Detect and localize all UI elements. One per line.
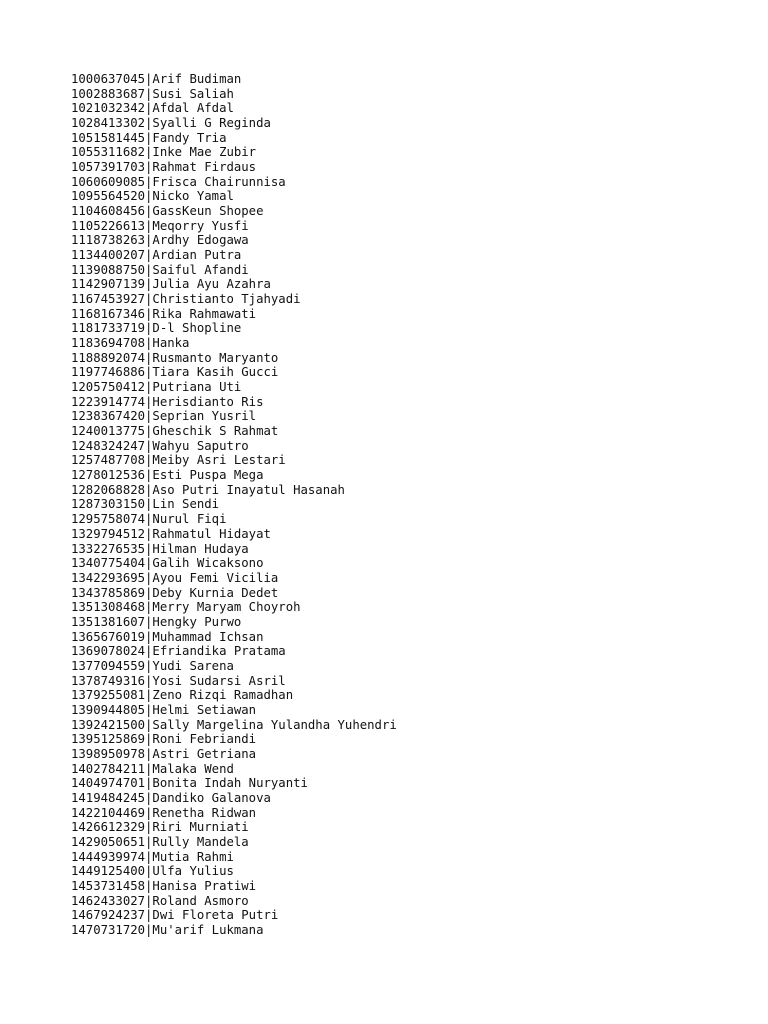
text-line: 1205750412|Putriana Uti bbox=[71, 380, 242, 395]
text-line: 1051581445|Fandy Tria bbox=[71, 130, 227, 145]
text-line: 1379255081|Zeno Rizqi Ramadhan bbox=[71, 688, 294, 703]
text-line: 1419484245|Dandiko Galanova bbox=[71, 790, 271, 805]
text-line: 1002883687|Susi Saliah bbox=[71, 86, 234, 101]
text-line: 1377094559|Yudi Sarena bbox=[71, 658, 234, 673]
text-line: 1395125869|Roni Febriandi bbox=[71, 732, 257, 747]
text-line: 1444939974|Mutia Rahmi bbox=[71, 849, 234, 864]
text-line: 1238367420|Seprian Yusril bbox=[71, 409, 257, 424]
text-line: 1351308468|Merry Maryam Choyroh bbox=[71, 600, 301, 615]
text-line: 1332276535|Hilman Hudaya bbox=[71, 541, 249, 556]
text-line: 1104608456|GassKeun Shopee bbox=[71, 204, 264, 219]
text-line: 1402784211|Malaka Wend bbox=[71, 761, 234, 776]
text-line: 1365676019|Muhammad Ichsan bbox=[71, 629, 264, 644]
text-line: 1295758074|Nurul Fiqi bbox=[71, 512, 227, 527]
text-line: 1240013775|Gheschik S Rahmat bbox=[71, 424, 279, 439]
text-line: 1343785869|Deby Kurnia Dedet bbox=[71, 585, 279, 600]
text-line: 1188892074|Rusmanto Maryanto bbox=[71, 350, 279, 365]
text-line: 1142907139|Julia Ayu Azahra bbox=[71, 277, 271, 292]
text-line: 1118738263|Ardhy Edogawa bbox=[71, 233, 249, 248]
text-line: 1429050651|Rully Mandela bbox=[71, 834, 249, 849]
text-line: 1167453927|Christianto Tjahyadi bbox=[71, 292, 301, 307]
text-line: 1462433027|Roland Asmoro bbox=[71, 893, 249, 908]
text-line: 1223914774|Herisdianto Ris bbox=[71, 394, 264, 409]
text-line: 1329794512|Rahmatul Hidayat bbox=[71, 526, 271, 541]
text-line: 1278012536|Esti Puspa Mega bbox=[71, 468, 264, 483]
text-line: 1398950978|Astri Getriana bbox=[71, 746, 257, 761]
text-line: 1183694708|Hanka bbox=[71, 336, 190, 351]
text-line: 1139088750|Saiful Afandi bbox=[71, 262, 249, 277]
text-line: 1057391703|Rahmat Firdaus bbox=[71, 160, 257, 175]
text-line: 1470731720|Mu'arif Lukmana bbox=[71, 922, 264, 937]
text-line: 1390944805|Helmi Setiawan bbox=[71, 702, 257, 717]
text-line: 1055311682|Inke Mae Zubir bbox=[71, 145, 257, 160]
text-line: 1181733719|D-l Shopline bbox=[71, 321, 242, 336]
text-line: 1453731458|Hanisa Pratiwi bbox=[71, 878, 257, 893]
text-line: 1105226613|Meqorry Yusfi bbox=[71, 218, 249, 233]
text-line: 1287303150|Lin Sendi bbox=[71, 497, 220, 512]
text-line: 1449125400|Ulfa Yulius bbox=[71, 864, 234, 879]
text-line: 1000637045|Arif Budiman bbox=[71, 72, 242, 86]
text-line: 1392421500|Sally Margelina Yulandha Yuhendri bbox=[71, 717, 397, 732]
text-line: 1021032342|Afdal Afdal bbox=[71, 101, 234, 116]
document-page bbox=[71, 72, 397, 938]
text-line: 1095564520|Nicko Yamal bbox=[71, 189, 234, 204]
text-line: 1422104469|Renetha Ridwan bbox=[71, 805, 257, 820]
text-line: 1060609085|Frisca Chairunnisa bbox=[71, 174, 286, 189]
text-line: 1282068828|Aso Putri Inayatul Hasanah bbox=[71, 482, 345, 497]
text-line: 1404974701|Bonita Indah Nuryanti bbox=[71, 776, 308, 791]
text-line: 1378749316|Yosi Sudarsi Asril bbox=[71, 673, 286, 688]
text-line: 1248324247|Wahyu Saputro bbox=[71, 438, 249, 453]
text-line: 1351381607|Hengky Purwo bbox=[71, 614, 242, 629]
text-line: 1168167346|Rika Rahmawati bbox=[71, 306, 257, 321]
text-line: 1257487708|Meiby Asri Lestari bbox=[71, 453, 286, 468]
text-line: 1467924237|Dwi Floreta Putri bbox=[71, 908, 279, 923]
text-line: 1197746886|Tiara Kasih Gucci bbox=[71, 365, 279, 380]
text-line: 1028413302|Syalli G Reginda bbox=[71, 116, 271, 131]
text-line: 1369078024|Efriandika Pratama bbox=[71, 644, 286, 659]
text-line: 1426612329|Riri Murniati bbox=[71, 820, 249, 835]
text-line: 1342293695|Ayou Femi Vicilia bbox=[71, 570, 279, 585]
text-line: 1134400207|Ardian Putra bbox=[71, 248, 242, 263]
text-line: 1340775404|Galih Wicaksono bbox=[71, 556, 264, 571]
